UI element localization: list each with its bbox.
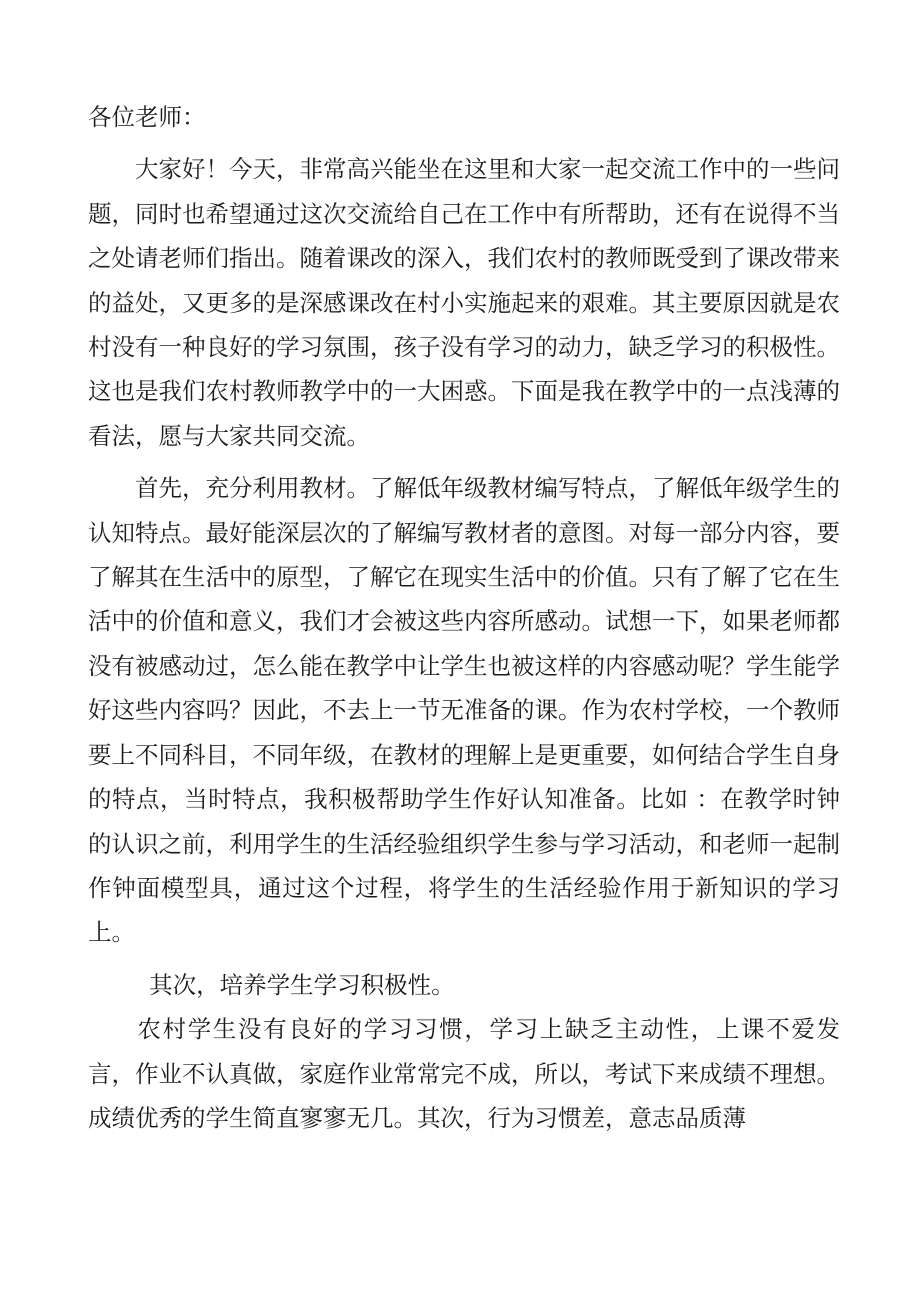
- paragraph-first-point: 首先，充分利用教材。了解低年级教材编写特点，了解低年级学生的认知特点。最好能深层次的了解编写教材者的意图。对每一部分内容，要了解其在生活中的原型，了解它在现实生活中的价值。只有了解了它在生活中的价值和意义，我们才会被这些内容所感动。试想一下，如果老师都没有被感动过，怎么能在教学中让学生也被这样的内容感动呢？学生能学好这些内容吗？因此，不去上一节无准备的课。作为农村学校，一个教师要上不同科目，不同年级，在教材的理解上是更重要，如何结合学生自身的特点，当时特点，我积极帮助学生作好认知准备。比如 ：在教学时钟的认识之前，利用学生的生活经验组织学生参与学习活动，和老师一起制作钟面模型具，通过这个过程，将学生的生活经验作用于新知识的学习上。: [88, 474, 840, 947]
- paragraph-intro: 大家好！今天，非常高兴能坐在这里和大家一起交流工作中的一些问题，同时也希望通过这次交流给自己在工作中有所帮助，还有在说得不当之处请老师们指出。随着课改的深入，我们农村的教师既受到了课改带来的益处，又更多的是深感课改在村小实施起来的艰难。其主要原因就是农村没有一种良好的学习氛围，孩子没有学习的动力，缺乏学习的积极性。这也是我们农村教师教学中的一大困惑。下面是我在教学中的一点浅薄的看法，愿与大家共同交流。: [88, 155, 840, 450]
- paragraph-second-point-heading: 其次，培养学生学习积极性。: [149, 970, 455, 999]
- document-body: [88, 95, 840, 1140]
- paragraph-second-point-body: 农村学生没有良好的学习习惯，学习上缺乏主动性，上课不爱发言，作业不认真做，家庭作业常常完不成，所以，考试下来成绩不理想。成绩优秀的学生简直寥寥无几。其次，行为习惯差，意志品质薄: [88, 1015, 840, 1132]
- salutation: 各位老师：: [88, 103, 206, 131]
